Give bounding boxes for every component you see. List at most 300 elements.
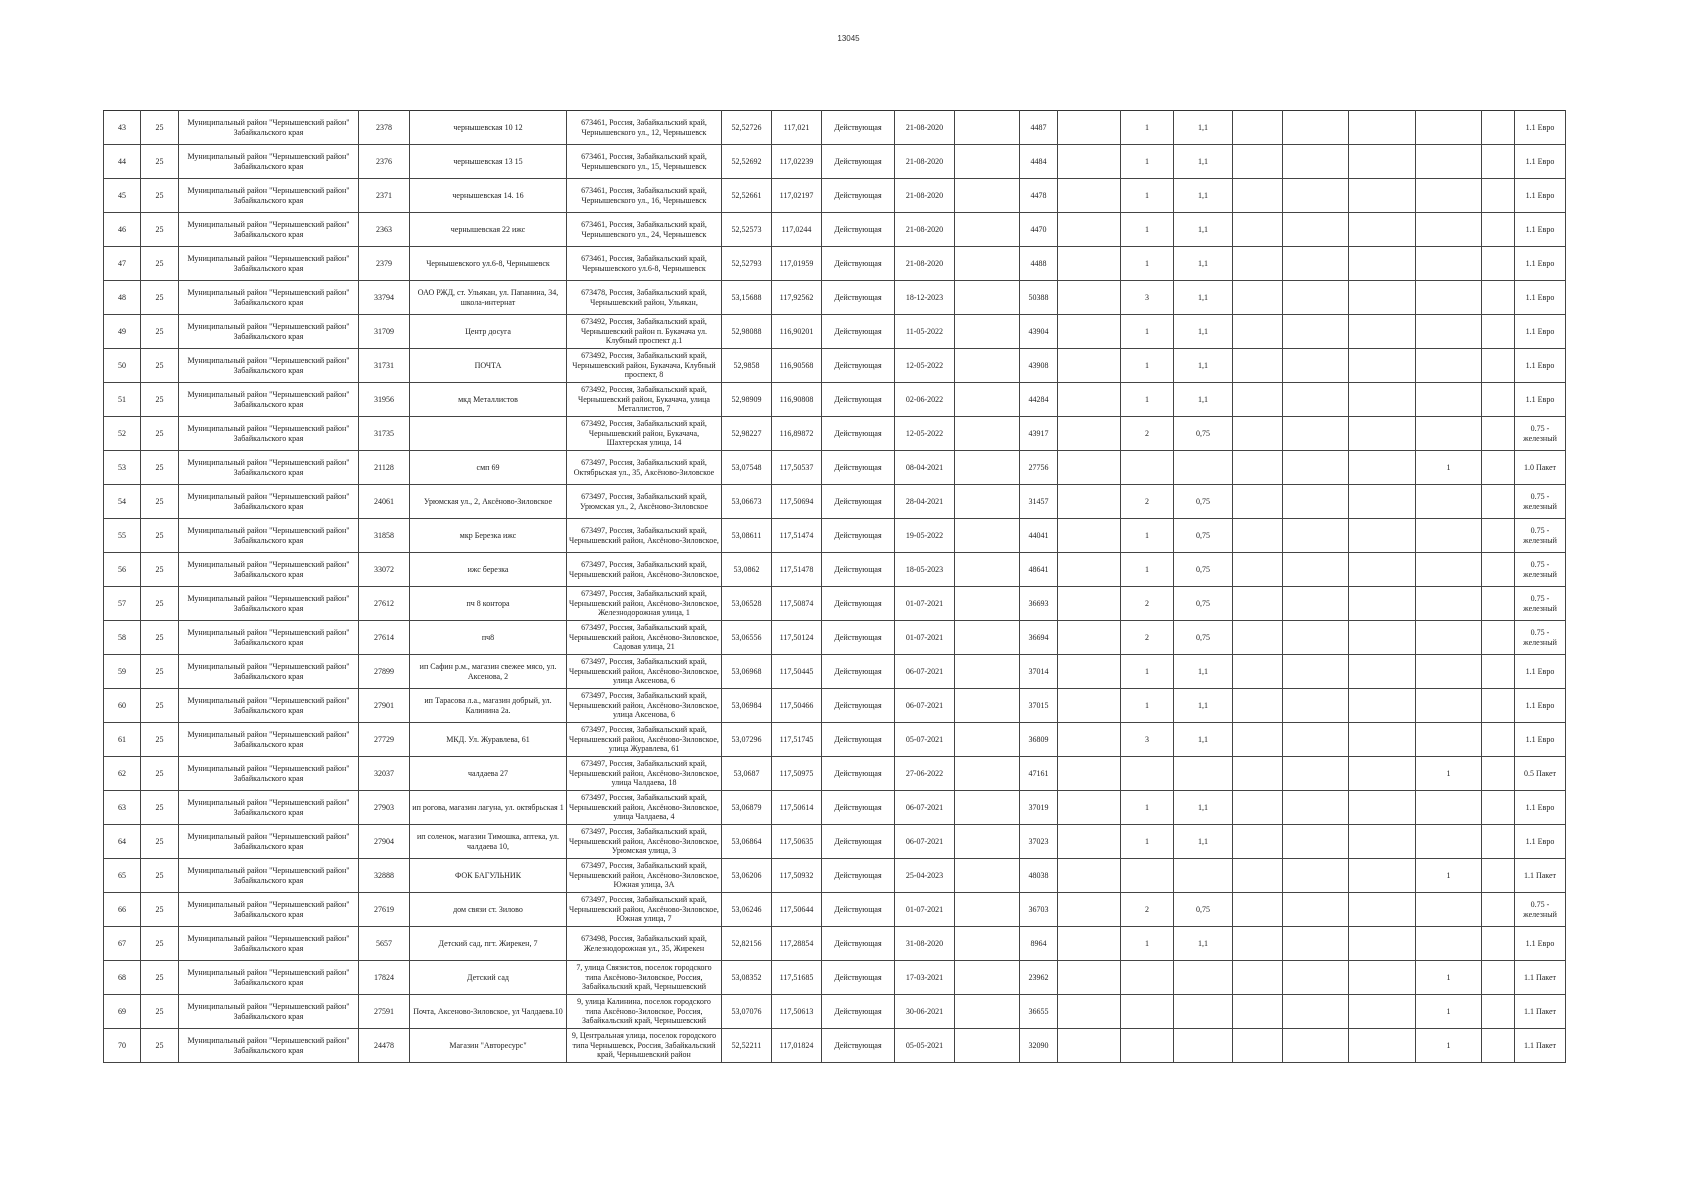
site-name-cell: [410, 655, 567, 689]
date-cell: [895, 417, 955, 451]
status-cell: [822, 145, 895, 179]
container-volume-cell: [1174, 383, 1233, 417]
empty-cell: [1349, 587, 1416, 621]
latitude-text: 52,9858: [733, 360, 760, 370]
status-cell: [822, 553, 895, 587]
registry-number-cell: [1020, 621, 1058, 655]
container-volume-text: 1,1: [1198, 394, 1208, 404]
container-type-text: 0.5 Пакет: [1523, 768, 1557, 778]
empty-cell: [1283, 315, 1349, 349]
empty-cell: [1349, 791, 1416, 825]
date-text: 01-07-2021: [905, 904, 944, 914]
date-text: 01-07-2021: [905, 598, 944, 608]
empty-cell: [1482, 519, 1515, 553]
container-count-text: 2: [1145, 428, 1149, 438]
district-cell: [179, 723, 359, 757]
longitude-cell: [772, 213, 822, 247]
date-cell: [895, 281, 955, 315]
empty-cell: [955, 689, 1020, 723]
table-row: [104, 553, 1566, 587]
region-code-cell: [141, 111, 179, 145]
site-name-text: дом связи ст. Зилово: [453, 904, 523, 914]
site-name-text: чернышевская 14. 16: [452, 190, 524, 200]
bag-count-text: 1: [1446, 462, 1451, 472]
site-id-text: 31735: [374, 428, 394, 438]
empty-cell: [1349, 417, 1416, 451]
address-cell: [567, 417, 722, 451]
empty-cell: [1349, 927, 1416, 961]
container-volume-text: 1,1: [1198, 938, 1208, 948]
empty-cell: [1058, 893, 1121, 927]
address-text: 673461, Россия, Забайкальский край, Чернышевского ул.6-8, Чернышевск: [581, 254, 707, 273]
empty-cell: [1283, 519, 1349, 553]
site-id-cell: [359, 655, 410, 689]
district-text: Муниципальный район "Чернышевский район" Забайкальского края: [187, 492, 350, 511]
site-id-text: 24061: [374, 496, 394, 506]
row-number-text: 50: [118, 360, 126, 370]
table-row: [104, 689, 1566, 723]
container-type-text: 1.1 Евро: [1525, 802, 1555, 812]
container-volume-text: 1,1: [1198, 292, 1208, 302]
empty-cell: [1283, 111, 1349, 145]
date-cell: [895, 519, 955, 553]
site-id-text: 33072: [374, 564, 394, 574]
date-cell: [895, 247, 955, 281]
latitude-cell: [722, 655, 772, 689]
latitude-cell: [722, 247, 772, 281]
district-cell: [179, 587, 359, 621]
empty-cell: [1349, 553, 1416, 587]
status-text: Действующая: [834, 802, 882, 812]
table-row: [104, 961, 1566, 995]
longitude-cell: [772, 1029, 822, 1063]
empty-cell: [1482, 825, 1515, 859]
row-number-cell: [104, 179, 141, 213]
table-row: [104, 893, 1566, 927]
region-code-cell: [141, 859, 179, 893]
longitude-cell: [772, 383, 822, 417]
address-text: 7, улица Связистов, поселок городского типа Аксёново-Зиловское, Россия, Забайкальский край, Чернышевский: [576, 963, 712, 992]
site-name-cell: [410, 859, 567, 893]
container-volume-cell: [1174, 689, 1233, 723]
region-code-cell: [141, 587, 179, 621]
district-text: Муниципальный район "Чернышевский район" Забайкальского края: [187, 662, 350, 681]
empty-cell: [955, 757, 1020, 791]
district-text: Муниципальный район "Чернышевский район" Забайкальского края: [187, 798, 350, 817]
address-cell: [567, 961, 722, 995]
status-text: Действующая: [834, 292, 882, 302]
site-id-text: 21128: [374, 462, 394, 472]
status-text: Действующая: [834, 326, 882, 336]
site-name-cell: [410, 145, 567, 179]
empty-cell: [1058, 383, 1121, 417]
bag-count-text: 1: [1446, 1006, 1451, 1016]
address-cell: [567, 519, 722, 553]
region-code-text: 25: [155, 1040, 164, 1050]
district-cell: [179, 519, 359, 553]
container-volume-cell: [1174, 145, 1233, 179]
container-volume-cell: [1174, 247, 1233, 281]
empty-cell: [1349, 689, 1416, 723]
address-cell: [567, 621, 722, 655]
row-number-cell: [104, 281, 141, 315]
region-code-text: 25: [155, 904, 164, 914]
district-text: Муниципальный район "Чернышевский район" Забайкальского края: [187, 696, 350, 715]
empty-cell: [1058, 451, 1121, 485]
region-code-cell: [141, 893, 179, 927]
bag-count-cell: [1416, 179, 1482, 213]
row-number-text: 47: [118, 258, 126, 268]
status-text: Действующая: [834, 1006, 882, 1016]
container-type-text: 1.1 Евро: [1525, 394, 1555, 404]
container-volume-cell: [1174, 723, 1233, 757]
district-text: Муниципальный район "Чернышевский район" Забайкальского края: [187, 832, 350, 851]
row-number-cell: [104, 111, 141, 145]
latitude-text: 52,52211: [731, 1040, 762, 1050]
latitude-text: 53,0687: [733, 768, 760, 778]
region-code-text: 25: [155, 598, 164, 608]
site-name-text: ОАО РЖД, ст. Ульякан, ул. Папанина, 34, школа-интернат: [417, 288, 559, 307]
date-cell: [895, 927, 955, 961]
status-cell: [822, 689, 895, 723]
bag-count-cell: [1416, 1029, 1482, 1063]
empty-cell: [1058, 621, 1121, 655]
container-volume-text: 1,1: [1198, 190, 1208, 200]
table-row: [104, 315, 1566, 349]
address-cell: [567, 757, 722, 791]
container-count-text: 1: [1145, 122, 1149, 132]
container-volume-text: 0,75: [1196, 428, 1210, 438]
longitude-cell: [772, 281, 822, 315]
row-number-cell: [104, 961, 141, 995]
site-name-cell: [410, 111, 567, 145]
site-id-cell: [359, 485, 410, 519]
empty-cell: [1058, 485, 1121, 519]
site-name-cell: [410, 927, 567, 961]
address-text: 9, улица Калинина, поселок городского типа Аксёново-Зиловское, Россия, Забайкальский край, Чернышевский: [577, 997, 711, 1026]
longitude-cell: [772, 825, 822, 859]
empty-cell: [955, 383, 1020, 417]
date-cell: [895, 145, 955, 179]
latitude-cell: [722, 145, 772, 179]
empty-cell: [1233, 757, 1283, 791]
site-id-text: 17824: [374, 972, 394, 982]
site-name-text: Чернышевского ул.6-8, Чернышевск: [426, 258, 550, 268]
container-type-text: 0.75 - железный: [1523, 526, 1557, 545]
latitude-cell: [722, 621, 772, 655]
registry-number-text: 37019: [1028, 802, 1049, 812]
container-type-text: 1.1 Евро: [1525, 938, 1555, 948]
empty-cell: [1233, 213, 1283, 247]
empty-cell: [1233, 111, 1283, 145]
site-id-text: 27591: [374, 1006, 394, 1016]
address-text: 673497, Россия, Забайкальский край, Чернышевский район, Аксёново-Зиловское, улица Аксенова, 6: [569, 657, 719, 686]
row-number-cell: [104, 485, 141, 519]
longitude-cell: [772, 349, 822, 383]
empty-cell: [1283, 553, 1349, 587]
row-number-text: 44: [118, 156, 126, 166]
registry-number-text: 43908: [1028, 360, 1049, 370]
district-cell: [179, 451, 359, 485]
row-number-text: 68: [118, 972, 126, 982]
row-number-text: 54: [118, 496, 126, 506]
bag-count-text: 1: [1446, 870, 1451, 880]
district-text: Муниципальный район "Чернышевский район" Забайкальского края: [187, 390, 350, 409]
site-name-cell: [410, 893, 567, 927]
date-text: 06-07-2021: [905, 836, 944, 846]
container-volume-text: 1,1: [1198, 360, 1208, 370]
region-code-cell: [141, 757, 179, 791]
longitude-text: 117,50537: [779, 462, 814, 472]
latitude-cell: [722, 1029, 772, 1063]
status-text: Действующая: [834, 734, 882, 744]
bag-count-cell: [1416, 961, 1482, 995]
address-cell: [567, 315, 722, 349]
container-type-text: 1.1 Евро: [1525, 292, 1555, 302]
status-text: Действующая: [834, 190, 882, 200]
empty-cell: [1233, 145, 1283, 179]
container-type-text: 0.75 - железный: [1523, 492, 1557, 511]
address-text: 673492, Россия, Забайкальский край, Чернышевский район, Букачача, Шахтерская улица, 14: [581, 419, 707, 448]
empty-cell: [955, 145, 1020, 179]
container-type-cell: [1515, 179, 1566, 213]
status-text: Действующая: [834, 972, 882, 982]
container-type-text: 1.1 Евро: [1525, 224, 1555, 234]
empty-cell: [955, 859, 1020, 893]
address-text: 673497, Россия, Забайкальский край, Чернышевский район, Аксёново-Зиловское, Южная улица, 7: [569, 895, 719, 924]
district-cell: [179, 893, 359, 927]
empty-cell: [1058, 587, 1121, 621]
row-number-text: 64: [118, 836, 126, 846]
site-name-cell: [410, 383, 567, 417]
region-code-text: 25: [155, 564, 164, 574]
container-count-cell: [1121, 1029, 1174, 1063]
container-type-cell: [1515, 485, 1566, 519]
registry-number-cell: [1020, 451, 1058, 485]
site-id-text: 32888: [374, 870, 394, 880]
longitude-cell: [772, 689, 822, 723]
region-code-text: 25: [155, 530, 164, 540]
empty-cell: [1349, 383, 1416, 417]
registry-number-text: 36655: [1028, 1006, 1049, 1016]
row-number-cell: [104, 587, 141, 621]
empty-cell: [1349, 859, 1416, 893]
registry-number-text: 23962: [1028, 972, 1049, 982]
bag-count-cell: [1416, 587, 1482, 621]
registry-number-cell: [1020, 485, 1058, 519]
registry-number-cell: [1020, 553, 1058, 587]
latitude-text: 52,52793: [731, 258, 762, 268]
empty-cell: [1283, 927, 1349, 961]
latitude-cell: [722, 451, 772, 485]
empty-cell: [1058, 145, 1121, 179]
longitude-cell: [772, 179, 822, 213]
empty-cell: [1058, 995, 1121, 1029]
table-row: [104, 383, 1566, 417]
empty-cell: [1283, 791, 1349, 825]
status-cell: [822, 1029, 895, 1063]
container-count-cell: [1121, 315, 1174, 349]
district-text: Муниципальный район "Чернышевский район" Забайкальского края: [187, 288, 350, 307]
region-code-cell: [141, 519, 179, 553]
empty-cell: [955, 927, 1020, 961]
latitude-text: 52,52573: [731, 224, 762, 234]
site-name-cell: [410, 961, 567, 995]
site-id-cell: [359, 893, 410, 927]
empty-cell: [1283, 859, 1349, 893]
row-number-text: 45: [118, 190, 126, 200]
container-type-text: 0.75 - железный: [1523, 900, 1557, 919]
empty-cell: [1058, 349, 1121, 383]
row-number-cell: [104, 621, 141, 655]
longitude-text: 117,01959: [779, 258, 814, 268]
empty-cell: [1058, 1029, 1121, 1063]
district-cell: [179, 791, 359, 825]
registry-number-cell: [1020, 961, 1058, 995]
status-text: Действующая: [834, 1040, 882, 1050]
bag-count-cell: [1416, 281, 1482, 315]
district-text: Муниципальный район "Чернышевский район" Забайкальского края: [187, 254, 350, 273]
status-cell: [822, 315, 895, 349]
registry-number-cell: [1020, 1029, 1058, 1063]
row-number-cell: [104, 655, 141, 689]
site-id-cell: [359, 927, 410, 961]
date-cell: [895, 349, 955, 383]
site-id-text: 32037: [374, 768, 394, 778]
site-id-text: 27904: [374, 836, 394, 846]
status-text: Действующая: [834, 394, 882, 404]
row-number-text: 65: [118, 870, 126, 880]
region-code-text: 25: [155, 938, 164, 948]
container-type-text: 0.75 - железный: [1523, 594, 1557, 613]
latitude-text: 53,0862: [733, 564, 760, 574]
district-cell: [179, 927, 359, 961]
container-type-cell: [1515, 825, 1566, 859]
date-cell: [895, 213, 955, 247]
district-cell: [179, 995, 359, 1029]
latitude-text: 53,07548: [731, 462, 762, 472]
container-volume-text: 0,75: [1196, 598, 1210, 608]
container-count-cell: [1121, 825, 1174, 859]
empty-cell: [1058, 791, 1121, 825]
container-count-text: 1: [1145, 564, 1149, 574]
empty-cell: [1349, 655, 1416, 689]
container-type-cell: [1515, 621, 1566, 655]
registry-number-cell: [1020, 417, 1058, 451]
district-text: Муниципальный район "Чернышевский район" Забайкальского края: [187, 968, 350, 987]
latitude-text: 53,06968: [731, 666, 762, 676]
empty-cell: [1233, 723, 1283, 757]
bag-count-cell: [1416, 859, 1482, 893]
row-number-text: 48: [118, 292, 126, 302]
registry-number-cell: [1020, 689, 1058, 723]
status-text: Действующая: [834, 768, 882, 778]
container-type-cell: [1515, 655, 1566, 689]
date-text: 28-04-2021: [905, 496, 944, 506]
district-cell: [179, 689, 359, 723]
bag-count-cell: [1416, 723, 1482, 757]
status-cell: [822, 213, 895, 247]
empty-cell: [1283, 1029, 1349, 1063]
row-number-text: 51: [118, 394, 126, 404]
latitude-text: 52,82156: [731, 938, 762, 948]
date-text: 02-06-2022: [905, 394, 944, 404]
longitude-text: 117,51478: [779, 564, 814, 574]
district-text: Муниципальный район "Чернышевский район" Забайкальского края: [187, 560, 350, 579]
site-id-cell: [359, 179, 410, 213]
empty-cell: [1283, 655, 1349, 689]
container-volume-cell: [1174, 791, 1233, 825]
status-text: Действующая: [834, 122, 882, 132]
empty-cell: [1482, 927, 1515, 961]
empty-cell: [1058, 553, 1121, 587]
district-text: Муниципальный район "Чернышевский район" Забайкальского края: [187, 1036, 350, 1055]
table-row: [104, 723, 1566, 757]
longitude-cell: [772, 995, 822, 1029]
region-code-cell: [141, 213, 179, 247]
container-count-cell: [1121, 247, 1174, 281]
district-cell: [179, 553, 359, 587]
table-row: [104, 859, 1566, 893]
date-cell: [895, 587, 955, 621]
address-text: 673497, Россия, Забайкальский край, Чернышевский район, Аксёново-Зиловское, Садовая улица, 21: [569, 623, 719, 652]
date-cell: [895, 451, 955, 485]
status-cell: [822, 451, 895, 485]
empty-cell: [1233, 281, 1283, 315]
latitude-text: 52,52661: [731, 190, 762, 200]
date-text: 31-08-2020: [905, 938, 944, 948]
site-name-text: ФОК БАГУЛЬНИК: [454, 870, 522, 880]
registry-number-cell: [1020, 519, 1058, 553]
empty-cell: [1349, 621, 1416, 655]
empty-cell: [1482, 723, 1515, 757]
date-text: 05-07-2021: [905, 734, 944, 744]
empty-cell: [1349, 893, 1416, 927]
address-cell: [567, 451, 722, 485]
empty-cell: [1058, 859, 1121, 893]
site-name-text: Детский сад: [467, 972, 509, 982]
row-number-cell: [104, 247, 141, 281]
empty-cell: [1482, 145, 1515, 179]
address-cell: [567, 655, 722, 689]
container-count-text: 1: [1145, 938, 1149, 948]
empty-cell: [1482, 655, 1515, 689]
empty-cell: [1349, 757, 1416, 791]
row-number-text: 46: [118, 224, 126, 234]
empty-cell: [1349, 315, 1416, 349]
container-count-text: 1: [1145, 156, 1149, 166]
row-number-text: 56: [118, 564, 126, 574]
container-type-cell: [1515, 723, 1566, 757]
bag-count-cell: [1416, 451, 1482, 485]
latitude-cell: [722, 791, 772, 825]
site-name-cell: [410, 485, 567, 519]
empty-cell: [1482, 315, 1515, 349]
empty-cell: [1349, 247, 1416, 281]
region-code-cell: [141, 791, 179, 825]
empty-cell: [1349, 145, 1416, 179]
registry-number-text: 4470: [1030, 224, 1047, 234]
empty-cell: [1482, 757, 1515, 791]
container-count-cell: [1121, 553, 1174, 587]
longitude-text: 117,50874: [779, 598, 814, 608]
row-number-cell: [104, 825, 141, 859]
region-code-cell: [141, 451, 179, 485]
row-number-text: 61: [118, 734, 126, 744]
empty-cell: [1058, 519, 1121, 553]
registry-number-text: 36694: [1028, 632, 1049, 642]
container-volume-text: 1,1: [1198, 802, 1208, 812]
